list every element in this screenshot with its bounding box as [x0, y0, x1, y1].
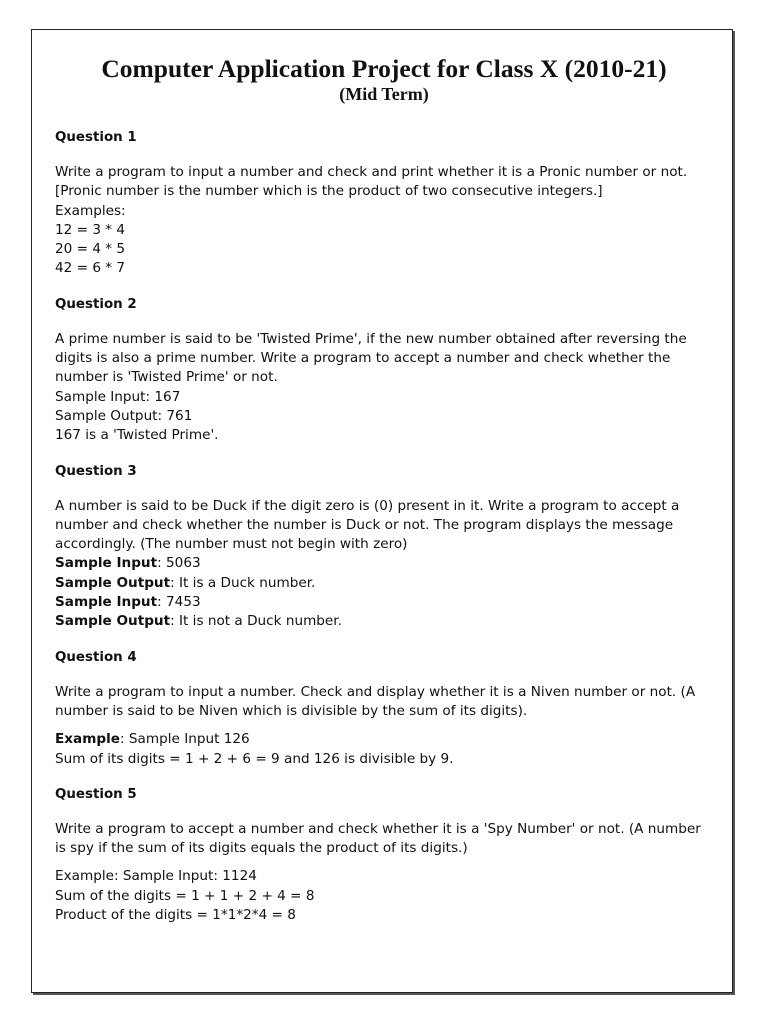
question-3 — [55, 462, 725, 632]
text-line: accordingly. (The number must not begin with zero) — [55, 536, 408, 553]
example-line — [55, 730, 725, 749]
sample-value: : 5063 — [157, 555, 201, 572]
text-line: Examples: — [55, 202, 126, 219]
text-line: Write a program to input a number. Check and display whether it is a Niven number or not. (A — [55, 683, 696, 700]
text-line: Write a program to input a number and check and print whether it is a Pronic number or not. — [55, 164, 688, 180]
example-value: : Sample Input 126 — [120, 731, 250, 748]
text-line: A prime number is said to be 'Twisted Prime', if the new number obtained after reversing the — [55, 330, 687, 347]
sample-label: Sample Input — [55, 594, 158, 611]
sample-line — [55, 554, 725, 573]
text-line: [Pronic number is the number which is the product of two consecutive integers.] — [55, 183, 603, 200]
example-block — [55, 867, 725, 925]
question-4 — [55, 648, 725, 769]
text-line: 20 = 4 * 5 — [55, 241, 126, 258]
question-2 — [55, 295, 725, 446]
sample-value: : It is not a Duck number. — [170, 613, 342, 630]
text-line: 42 = 6 * 7 — [55, 260, 126, 277]
text-line: 12 = 3 * 4 — [55, 221, 126, 238]
text-line: number is said to be Niven which is divisible by the sum of its digits). — [55, 702, 528, 719]
text-line: Example: Sample Input: 1124 — [55, 868, 257, 885]
question-1 — [55, 128, 725, 279]
question-text — [55, 163, 725, 279]
sample-label: Sample Input — [55, 555, 158, 572]
text-line: digits is also a prime number. Write a program to accept a number and check whether the — [55, 350, 671, 367]
text-line: Sample Output: 761 — [55, 407, 193, 424]
sample-label: Sample Output — [55, 613, 171, 630]
question-text — [55, 330, 725, 446]
text-line: Sample Input: 167 — [55, 388, 181, 405]
text-line: A number is said to be Duck if the digit zero is (0) present in it. Write a program to accept a — [55, 497, 680, 514]
question-text — [55, 820, 725, 859]
document-body — [55, 128, 725, 925]
question-heading: Question 2 — [55, 296, 137, 312]
sample-line — [55, 612, 725, 631]
example-block — [55, 730, 725, 769]
example-label: Example — [55, 731, 121, 748]
document-subtitle: (Mid Term) — [339, 84, 429, 104]
text-line: 167 is a 'Twisted Prime'. — [55, 427, 219, 444]
question-heading: Question 3 — [55, 463, 137, 479]
question-text — [55, 683, 725, 722]
question-heading: Question 5 — [55, 786, 137, 802]
question-5 — [55, 785, 725, 925]
text-line: Write a program to accept a number and check whether it is a 'Spy Number' or not. (A number — [55, 820, 701, 837]
text-line: number and check whether the number is Duck or not. The program displays the message — [55, 516, 674, 533]
sample-value: : 7453 — [157, 594, 201, 611]
document-title: Computer Application Project for Class X (2010-21) — [101, 54, 667, 83]
question-heading: Question 4 — [55, 649, 137, 665]
text-line: number is 'Twisted Prime' or not. — [55, 369, 278, 386]
text-line: Sum of the digits = 1 + 1 + 2 + 4 = 8 — [55, 887, 315, 904]
text-line: Sum of its digits = 1 + 2 + 6 = 9 and 126 is divisible by 9. — [55, 750, 454, 767]
sample-line — [55, 574, 725, 593]
sample-value: : It is a Duck number. — [170, 574, 316, 591]
question-heading: Question 1 — [55, 130, 137, 145]
question-text — [55, 497, 725, 632]
text-line: is spy if the sum of its digits equals the product of its digits.) — [55, 840, 468, 857]
sample-label: Sample Output — [55, 574, 171, 591]
sample-line — [55, 593, 725, 612]
text-line: Product of the digits = 1*1*2*4 = 8 — [55, 907, 296, 924]
